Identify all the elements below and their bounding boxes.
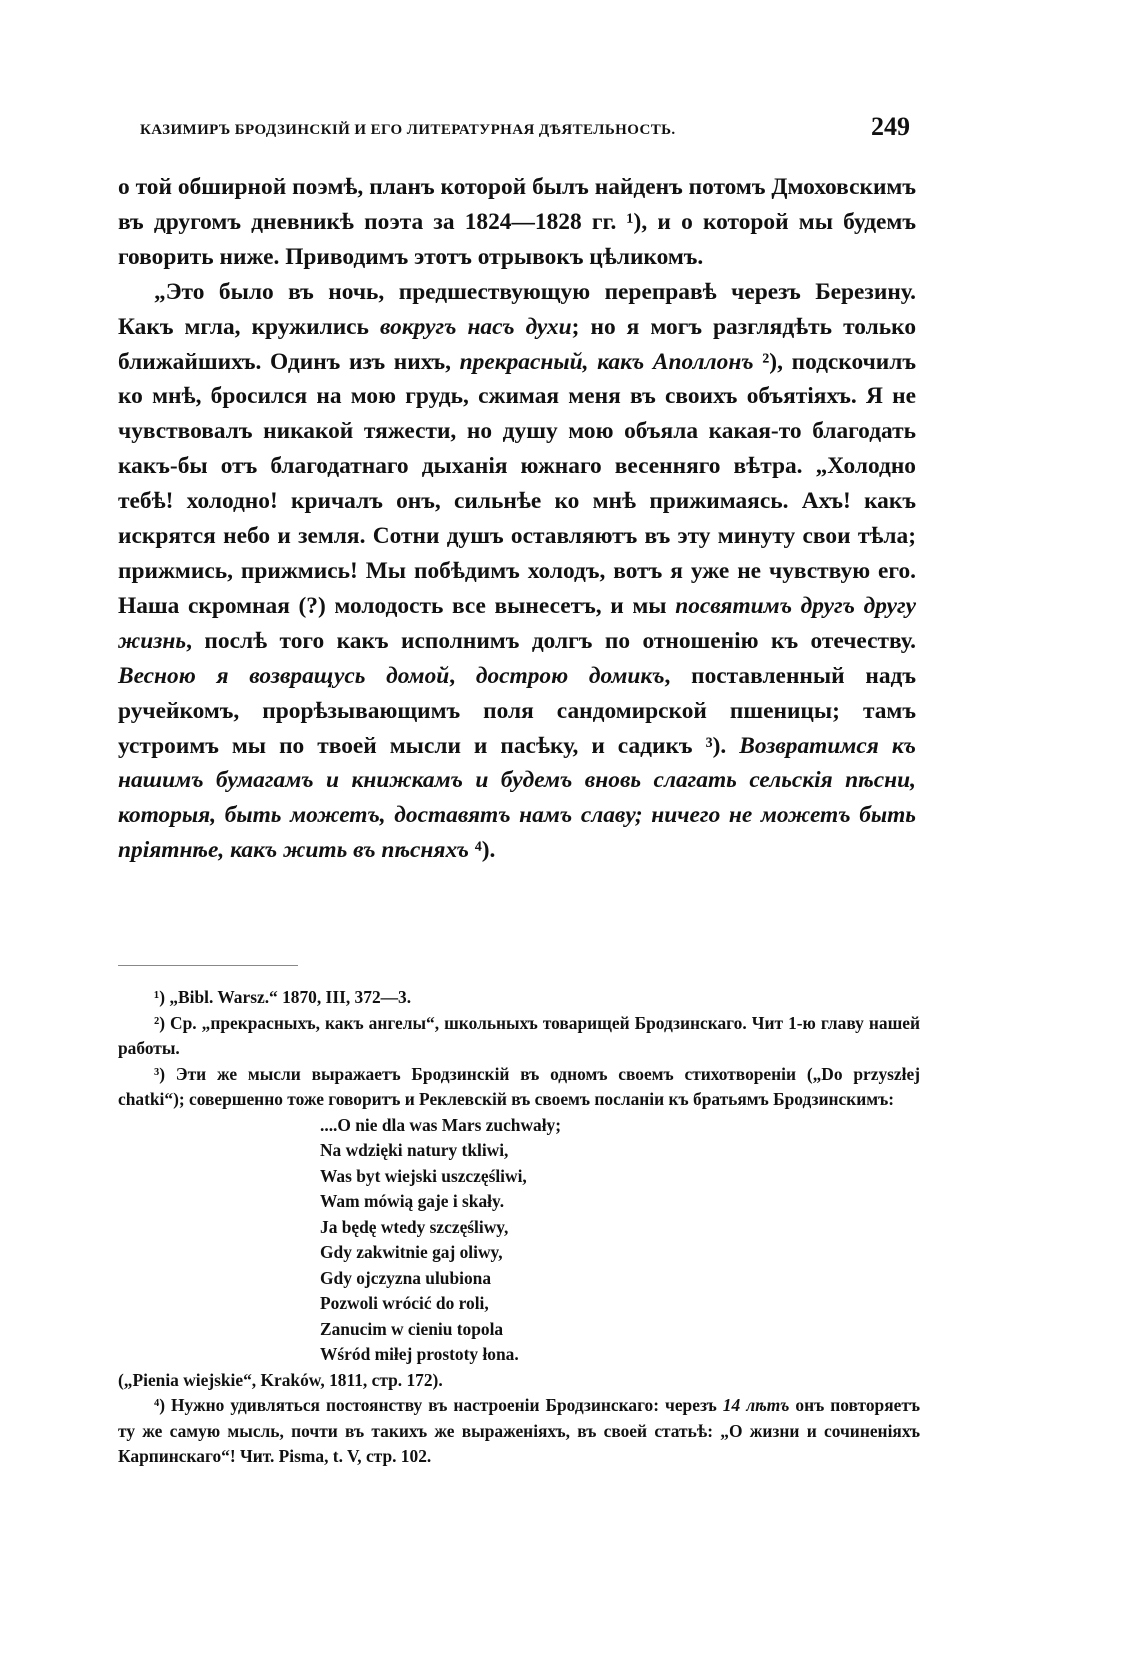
text-run: , поставленный надъ ручейкомъ, прорѣзывающимъ поля сандомирской пшеницы; тамъ устроимъ мы по твоей мысли и пасѣку, и садикъ ³). <box>118 662 916 759</box>
footnote-1: ¹) „Bibl. Warsz.“ 1870, III, 372—3. <box>154 987 412 1007</box>
page-header <box>120 112 920 152</box>
italic-run: дострою домикъ <box>475 662 665 689</box>
poem-line: Ja będę wtedy szczęśliwy, <box>320 1216 509 1237</box>
italic-run: прекрасный, какъ Аполлонъ <box>459 348 754 375</box>
text-run: ; но я могъ разглядѣть только ближайшихъ. Одинъ изъ нихъ, <box>118 313 917 375</box>
poem-line: Wam mówią gaje i skały. <box>320 1191 505 1211</box>
footnote-4 <box>118 1393 920 1470</box>
poem-line: Na wdzięki natury tkliwi, <box>320 1140 509 1160</box>
text-run: , <box>449 662 476 689</box>
paragraph-1: о той обширной поэмѣ, планъ которой былъ найденъ потомъ Дмоховскимъ въ другомъ дневникѣ поэта за 1824—1828 гг. ¹), и о которой мы будемъ говорить ниже. Приводимъ этотъ отрывокъ цѣликомъ. <box>118 174 916 270</box>
italic-run: Возвратимся къ нашимъ бумагамъ и книжкамъ и будемъ вновь слагать сельскія пѣсни, которыя, быть можетъ, доставятъ намъ славу; ничего не можетъ быть пріятнѣе, какъ жить въ пѣсняхъ <box>118 732 917 864</box>
text-run: ⁴) Нужно удивляться постоянству въ настроеніи Бродзинскаго: черезъ <box>154 1395 723 1415</box>
text-run: „Это было въ ночь, предшествующую переправѣ черезъ Березину. Какъ мгла, кружились <box>118 278 916 340</box>
page-number: 249 <box>871 112 910 141</box>
poem <box>320 1113 920 1368</box>
footnotes <box>118 985 920 1470</box>
italic-run: вокругъ насъ духи <box>379 313 572 340</box>
running-head: КАЗИМИРЪ БРОДЗИНСКІЙ И ЕГО ЛИТЕРАТУРНАЯ ДѢЯТЕЛЬНОСТЬ. <box>140 122 676 138</box>
text-run: ⁴). <box>468 837 496 864</box>
footnote-divider <box>118 965 298 966</box>
poem-source: („Pienia wiejskie“, Kraków, 1811, стр. 172). <box>118 1369 443 1390</box>
main-text <box>118 170 916 868</box>
poem-line: Was byt wiejski uszczęśliwi, <box>320 1165 527 1186</box>
italic-run: 14 лѣтъ <box>722 1395 790 1415</box>
italic-run: посвятимъ другъ другу жизнь <box>118 592 917 654</box>
poem-line: Pozwoli wrócić do roli, <box>320 1293 489 1313</box>
footnote-2: ²) Ср. „прекрасныхъ, какъ ангелы“, школьныхъ товарищей Бродзинскаго. Чит 1-ю главу нашей работы. <box>118 1012 920 1058</box>
italic-run: Весною я возвращусь домой <box>118 662 450 689</box>
footnote-3: ³) Эти же мысли выражаетъ Бродзинскій въ одномъ своемъ стихотвореніи („Do przyszłej chatki“); совершенно тоже говоритъ и Реклевскій въ своемъ посланіи къ братьямъ Бродзинскимъ: <box>118 1063 920 1109</box>
paragraph-2 <box>118 275 916 868</box>
poem-line: Gdy zakwitnie gaj oliwy, <box>320 1242 503 1262</box>
poem-line: ....O nie dla was Mars zuchwały; <box>320 1114 562 1135</box>
text-run: онъ повторяетъ ту же самую мысль, почти въ такихъ же выраженіяхъ, въ своей статьѣ: „О жизни и сочиненіяхъ Карпинскаго“! Чит. Pisma, t. V, стр. 102. <box>118 1395 921 1466</box>
text-run: , послѣ того какъ исполнимъ долгъ по отношенію къ отечеству. <box>186 627 916 654</box>
poem-line: Zanucim w cieniu topola <box>320 1318 504 1339</box>
poem-line: Wśród miłej prostoty łona. <box>320 1344 519 1364</box>
poem-line: Gdy ojczyzna ulubiona <box>320 1267 492 1288</box>
text-run: ²), подскочилъ ко мнѣ, бросился на мою грудь, сжимая меня въ своихъ объятіяхъ. Я не чувствовалъ никакой тяжести, но душу мою объяла какая-то благодать какъ-бы отъ благодатнаго дыханія южнаго весенняго вѣтра. „Холодно тебѣ! холодно! кричалъ онъ, сильнѣе ко мнѣ прижимаясь. Ахъ! какъ искрятся небо и земля. Сотни душъ оставляютъ въ эту минуту свои тѣла; прижмись, прижмись! Мы побѣдимъ холодъ, вотъ я уже не чувствую его. Наша скромная (?) молодость все вынесетъ, и мы <box>118 348 916 619</box>
